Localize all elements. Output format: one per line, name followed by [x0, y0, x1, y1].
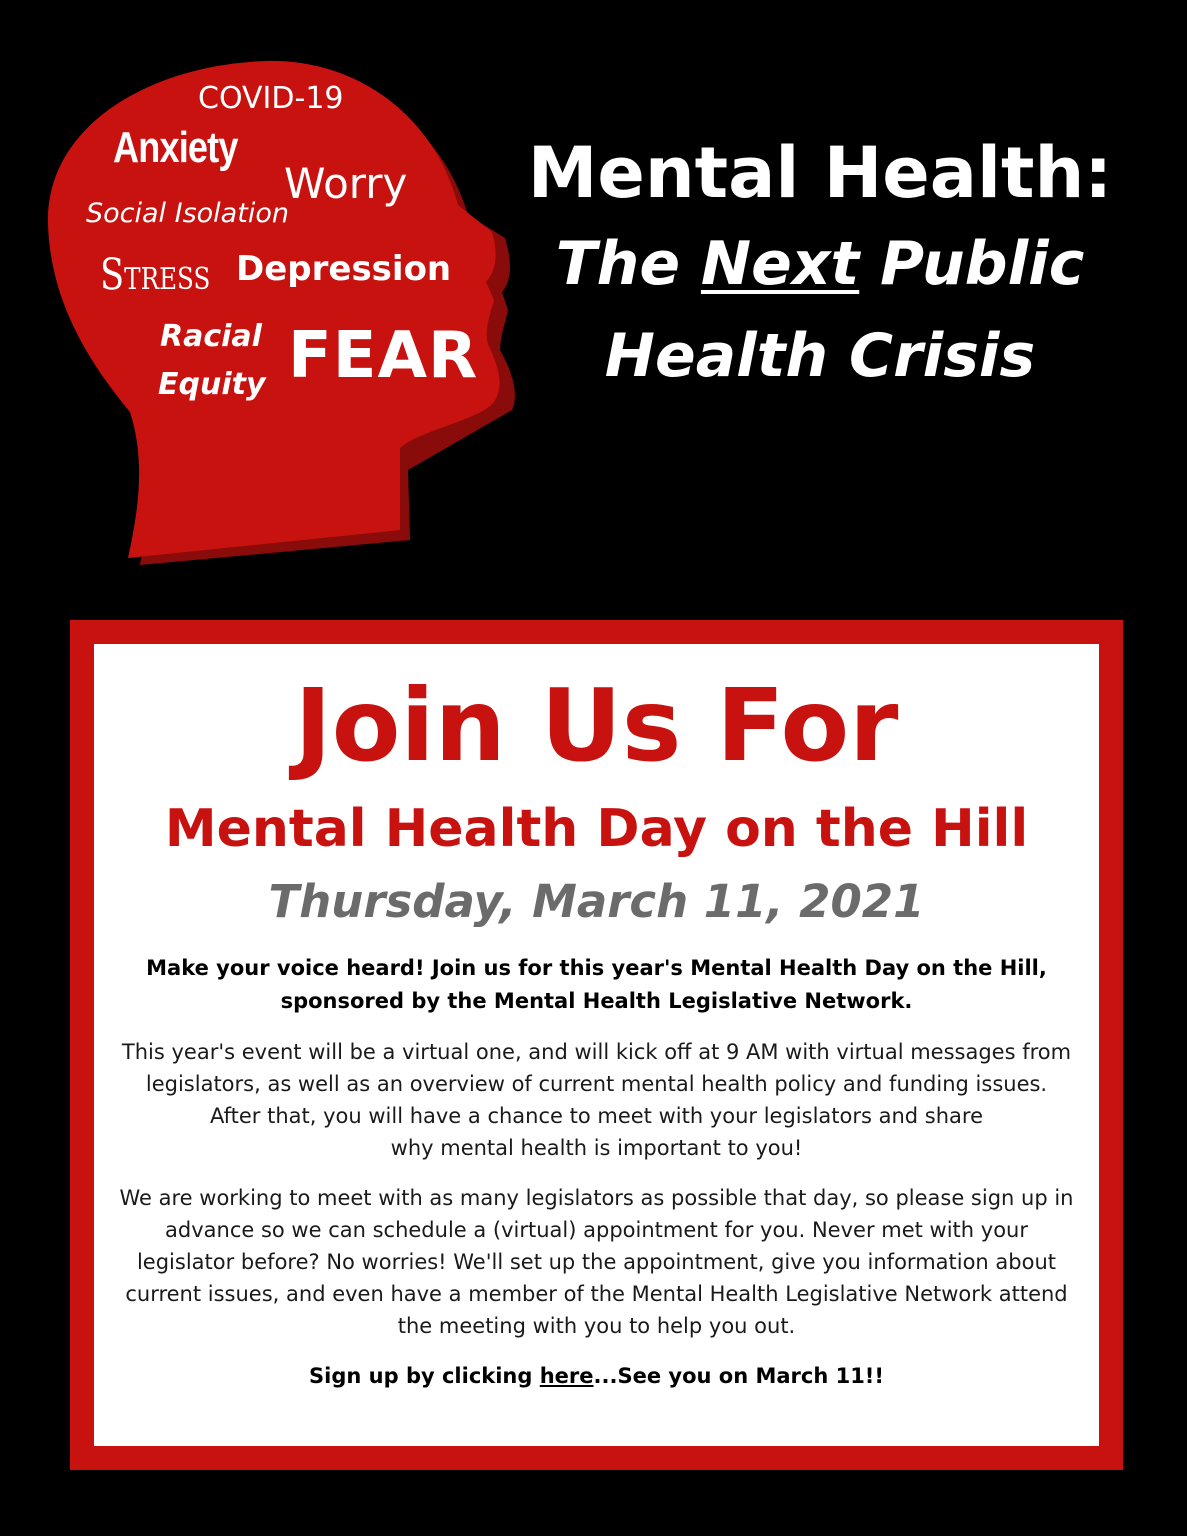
head-word-equity: Equity	[158, 367, 266, 402]
signup-text-pre: Sign up by clicking	[309, 1364, 540, 1388]
head-word-social-isolation: Social Isolation	[86, 198, 289, 229]
event-content	[94, 644, 1099, 1446]
headline	[470, 128, 1170, 402]
head-word-racial: Racial	[160, 319, 262, 354]
lead-line: sponsored by the Mental Health Legislative Network.	[280, 989, 913, 1013]
head-word-covid: COVID-19	[198, 81, 344, 116]
paragraph-line: legislator before? No worries! We'll set up the appointment, give you information about	[136, 1250, 1057, 1274]
head-word-anxiety: Anxiety	[113, 123, 238, 172]
signup-link[interactable]: here	[539, 1364, 594, 1388]
headline-line-2-post: Public	[859, 229, 1085, 299]
paragraph-line: current issues, and even have a member of the Mental Health Legislative Network attend	[125, 1282, 1068, 1306]
event-date: Thursday, March 11, 2021	[268, 875, 925, 928]
paragraph-line: We are working to meet with as many legislators as possible that day, so please sign up in	[119, 1186, 1074, 1210]
headline-line-2-pre: The	[555, 229, 701, 299]
headline-line-1: Mental Health:	[527, 132, 1113, 214]
paragraph-line: why mental health is important to you!	[390, 1136, 803, 1160]
headline-line-2	[470, 218, 1170, 310]
signup-line	[94, 1360, 1099, 1392]
event-name: Mental Health Day on the Hill	[164, 799, 1029, 859]
join-title: Join Us For	[294, 667, 899, 784]
paragraph-line: advance so we can schedule a (virtual) appointment for you. Never met with your	[165, 1218, 1028, 1242]
paragraph-line: the meeting with you to help you out.	[397, 1314, 796, 1338]
paragraph-line: This year's event will be a virtual one, and will kick off at 9 AM with virtual messages from	[121, 1040, 1072, 1064]
event-box	[70, 620, 1123, 1470]
event-details-paragraph	[94, 1036, 1099, 1164]
lead-paragraph	[94, 952, 1099, 1018]
headline-line-3: Health Crisis	[604, 321, 1036, 391]
head-word-stress: Stress	[100, 250, 211, 300]
head-word-worry: Worry	[284, 159, 408, 208]
appointment-paragraph	[94, 1182, 1099, 1342]
head-word-depression: Depression	[236, 249, 452, 289]
paragraph-line: legislators, as well as an overview of current mental health policy and funding issues.	[145, 1072, 1048, 1096]
lead-line: Make your voice heard! Join us for this year's Mental Health Day on the Hill,	[146, 956, 1047, 980]
signup-text-post: ...See you on March 11!!	[593, 1364, 884, 1388]
head-word-fear: FEAR	[288, 319, 479, 393]
paragraph-line: After that, you will have a chance to meet with your legislators and share	[209, 1104, 983, 1128]
headline-emphasis: Next	[700, 229, 860, 299]
